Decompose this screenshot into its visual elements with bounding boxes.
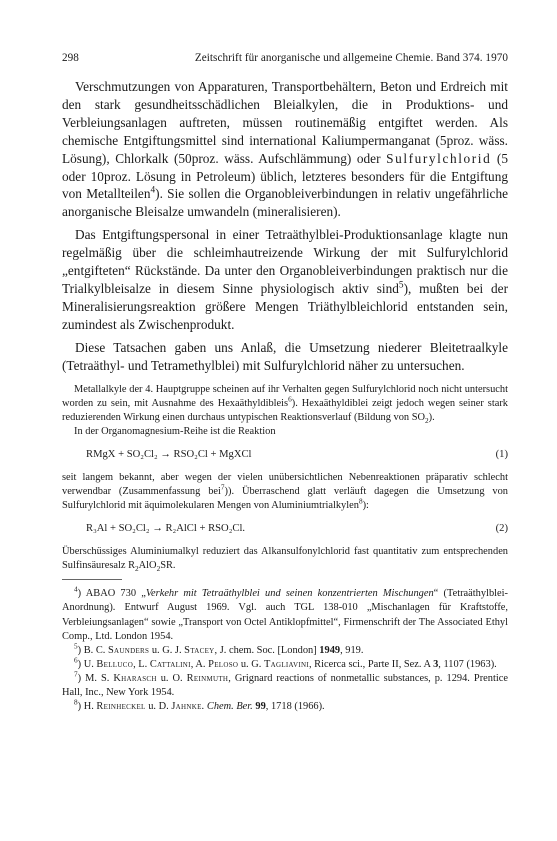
- footnote-8: $^8$) H. Reinheckel u. D. Jahnke. Chem. Ber. 99, 1718 (1966).: [74, 698, 325, 713]
- footnote-ref[interactable]: 8: [358, 497, 363, 506]
- footnote-divider: [62, 579, 122, 580]
- paragraph-2: Das Entgiftungspersonal in einer Tetraäthylblei-Produktionsanlage klagte nun regelmäßig über die schleimhautreizende Wirkung der mit Sulfurylchlorid „entgifteten“ Rückstände. Da unter den Organobleiverbindungen praktisch nur die Trialkylbleisalze in diesem Sinne physiologisch aktiv sind$^5$), mußten bei der Mineralisierungsreaktion größere Mengen Triäthylbleichlorid entstanden sein, zumindest als Zwischenprodukt.: [62, 227, 508, 332]
- equation-1: [86, 448, 508, 462]
- small-paragraph-3: seit langem bekannt, aber wegen der vielen unübersichtlichen Nebenreaktionen präparativ schlecht verwendbar (Zusammenfassung bei$^7$)). Überraschend glatt verläuft dagegen die Umsetzung von Sulfurylchlorid mit äquimolekularen Mengen von Aluminiumtrialkylen$^8$):: [62, 471, 508, 512]
- equation-formula: RMgX + SO₂Cl₂ → RSO₂Cl + MgXCl: [86, 448, 252, 460]
- small-print-section: [62, 383, 508, 574]
- paragraph-3: Diese Tatsachen gaben uns Anlaß, die Umsetzung niederer Bleitetraalkyle (Tetraäthyl- und Tetramethylblei) mit Sulfurylchlorid näher zu untersuchen.: [62, 339, 508, 373]
- paragraph-1: Verschmutzungen von Apparaturen, Transportbehältern, Beton und Erdreich mit den stark gesundheitsschädlichen Bleialkylen, die in Produktions- und Verbleiungsanlagen auftreten, müssen routinemäßig entgiftet werden. Als chemische Entgiftungsmittel sind international Kaliumpermanganat (5proz. wäss. Lösung), Chlorkalk (50proz. wäss. Aufschlämmung) oder Sulfurylchlorid (5 oder 10proz. Lösung in Petroleum) üblich, letzteres besonders für die Entgiftung von Metallteilen$^4$). Sie sollen die Organobleiverbindungen in relativ ungefährliche anorganische Bleisalze umwandeln (mineralisieren).: [62, 79, 509, 220]
- footnote-ref[interactable]: 7: [220, 483, 225, 492]
- equation-formula: R₃Al + SO₂Cl₂ → R₂AlCl + RSO₂Cl.: [86, 523, 246, 535]
- footnote-6: $^6$) U. Belluco, L. Cattalini, A. Peloso u. G. Tagliavini, Ricerca sci., Parte II, Sez. A 3, 1107 (1963).: [74, 656, 497, 670]
- small-paragraph-2: In der Organomagnesium-Reihe ist die Reaktion: [74, 425, 276, 437]
- footnotes: [62, 587, 508, 714]
- small-paragraph-1: Metallalkyle der 4. Hauptgruppe scheinen auf ihr Verhalten gegen Sulfurylchlorid noch nicht untersucht worden zu sein, mit Ausnahme des Hexaäthyldibleis$^6$). Hexaäthyldiblei zeigt jedoch wegen seiner stark reduzierenden Wirkung einen durchaus untypischen Reaktionsverlauf (Bildung von $SO_2$).: [62, 383, 508, 425]
- footnote-5: $^5$) B. C. Saunders u. G. J. Stacey, J. chem. Soc. [London] 1949, 919.: [74, 642, 364, 656]
- spaced-term: Sulfurylchlorid: [386, 150, 492, 166]
- small-paragraph-4: Überschüssiges Aluminiumalkyl reduziert das Alkansulfonylchlorid fast quantitativ zum entsprechenden Sulfinsäuresalz $R_2AlO_2SR$.: [62, 546, 508, 574]
- footnote-7: $^7$) M. S. Kharasch u. O. Reinmuth, Grignard reactions of nonmetallic substances, p. 1294. Prentice Hall, Inc., New York 1954.: [62, 670, 508, 698]
- running-title: Zeitschrift für anorganische und allgemeine Chemie. Band 374. 1970: [194, 52, 508, 64]
- equation-number: (2): [495, 523, 508, 535]
- footnote-ref[interactable]: 5: [398, 280, 404, 291]
- page-number: 298: [62, 52, 79, 64]
- journal-page: [62, 52, 508, 714]
- footnote-4: $^4$) ABAO 730 „Verkehr mit Tetraäthylblei und seinen konzentrierten Mischungen“ (Tetraäthylblei-Anordnung). Entwurf August 1969. Vgl. auch TGL 138-010 „Mischanlagen für Kraftstoffe, Verbleiungsanlagen“ sowie „Transport von Octel Antiklopfmittel“, Firmenschrift der The Associated Ethyl Comp., Ltd. London 1954.: [62, 585, 508, 642]
- main-text: [62, 78, 508, 375]
- equation-number: (1): [495, 448, 508, 460]
- equation-2: [86, 522, 508, 536]
- footnote-ref[interactable]: 6: [288, 395, 292, 404]
- footnote-ref[interactable]: 4: [150, 186, 156, 197]
- running-header: [62, 52, 508, 68]
